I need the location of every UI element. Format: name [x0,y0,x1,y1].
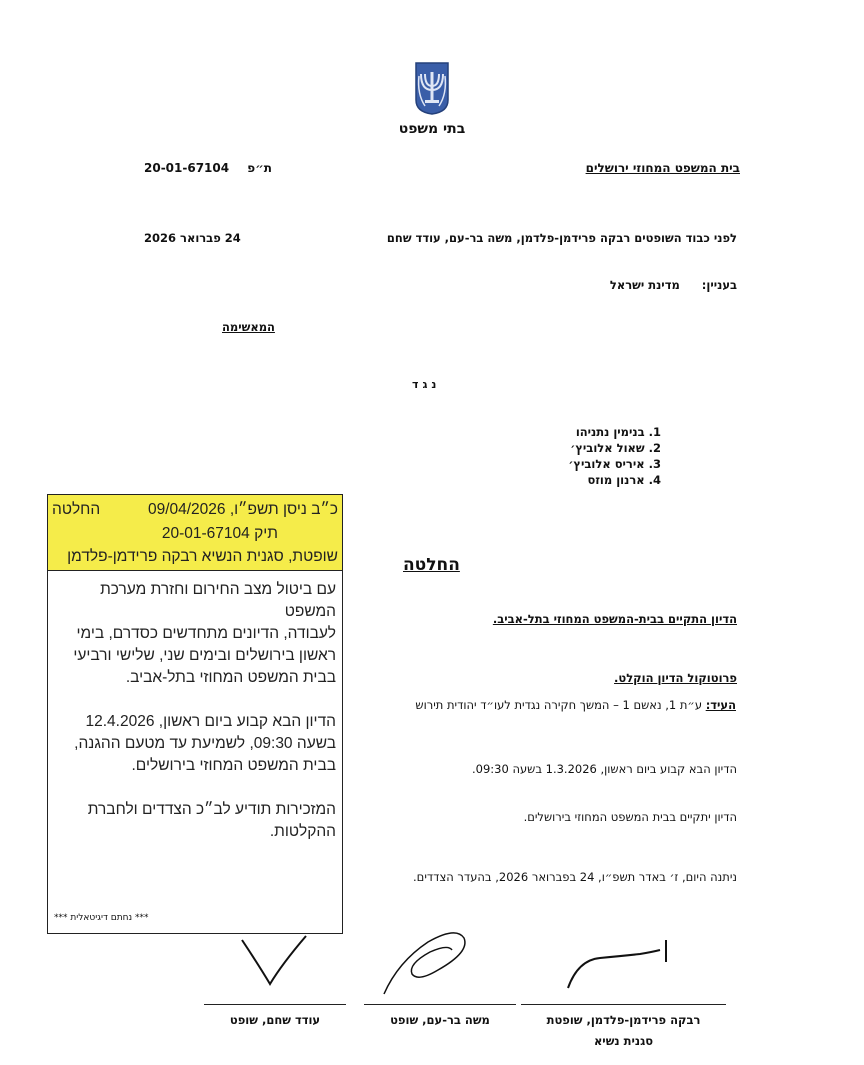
witness-line [346,698,736,712]
defendant-item: 1. בנימין נתניהו [575,425,661,439]
next-hearing: הדיון הבא קבוע ביום ראשון, 1.3.2026 בשעה 09:30. [472,762,737,776]
decision-title: החלטה [403,555,460,575]
case-number: 20-01-67104 [144,161,230,175]
signature-1-icon [560,930,680,1000]
stamp-paragraph-2: הדיון הבא קבוע ביום ראשון, 12.4.2026 בשעה 09:30, לשמיעת עד מטעם ההגנה, בבית המשפט המחוזי בירושלים. [74,713,336,774]
witness-text: ע״ת 1, נאשם 1 – המשך חקירה נגדית לעו״ד יהודית תירוש [415,698,703,712]
defendants-list [568,424,661,488]
signature-3-icon [236,934,312,994]
signature-title-1: סגנית נשיא [593,1034,654,1048]
stamp-header [48,495,342,571]
given-line: ניתנה היום, ז׳ באדר תשפ״ו, 24 בפברואר 2026, בהעדר הצדדים. [413,870,737,884]
stamp-type: החלטה [52,501,101,518]
stamp-case-number: 20-01-67104 [161,525,250,542]
digital-decision-stamp [47,494,343,934]
defendant-item: 4. ארנון מוזס [587,473,661,487]
case-label: ת״פ [247,161,272,175]
case-number-header [144,161,272,175]
prosecutor-name: מדינת ישראל [609,278,680,292]
stamp-date-row [52,501,338,519]
stamp-hebrew-date: כ״ב ניסן תשפ״ו, [229,501,338,518]
matter-line [610,278,737,292]
defendant-item: 3. איריס אלוביץ׳ [568,457,661,471]
stamp-case-label: תיק [254,525,278,542]
stamp-footer: *** נחתם דיגיטאלית *** [54,913,149,923]
judges-line: לפני כבוד השופטים רבקה פרידמן-פלדמן, משה בר-עם, עודד שחם [386,231,737,245]
signature-name-2: משה בר-עם, שופט [390,1013,490,1027]
signature-line [521,1004,726,1005]
next-hearing-location: הדיון יתקיים בבית המשפט המחוזי בירושלים. [523,810,737,824]
defendant-item: 2. שאול אלוביץ׳ [570,441,661,455]
stamp-judge-row: שופטת, סגנית הנשיא רבקה פרידמן-פלדמן [67,548,338,565]
stamp-date: 09/04/2026 [147,501,226,518]
matter-label: בעניין: [701,278,737,292]
document-date: 24 פברואר 2026 [144,231,241,245]
stamp-body [54,579,336,865]
protocol-note: פרוטוקול הדיון הוקלט. [614,671,737,685]
signature-line [204,1004,346,1005]
prosecutor-role: המאשימה [222,320,275,334]
court-name: בית המשפט המחוזי ירושלים [585,161,740,175]
state-emblem-icon [413,60,451,116]
signature-2-icon [378,922,478,1000]
versus-label: נגד [412,378,441,391]
stamp-paragraph-3: המזכירות תודיע לב״כ הצדדים ולחברת ההקלטות. [87,801,336,840]
witness-label: העיד: [705,698,736,712]
signature-line [364,1004,516,1005]
stamp-case-row [52,525,338,543]
courts-title: בתי משפט [398,121,466,137]
hearing-location: הדיון התקיים בבית-המשפט המחוזי בתל-אביב. [492,612,737,626]
signature-name-3: עודד שחם, שופט [229,1013,321,1027]
signature-name-1: רבקה פרידמן-פלדמן, שופטת [546,1013,701,1027]
stamp-paragraph-1: עם ביטול מצב החירום וחזרת מערכת המשפט לעבודה, הדיונים מתחדשים כסדרם, בימי ראשון בירושלים ובימים שני, שלישי ורביעי בבית המשפט המחוזי בתל-אביב. [73,581,336,686]
